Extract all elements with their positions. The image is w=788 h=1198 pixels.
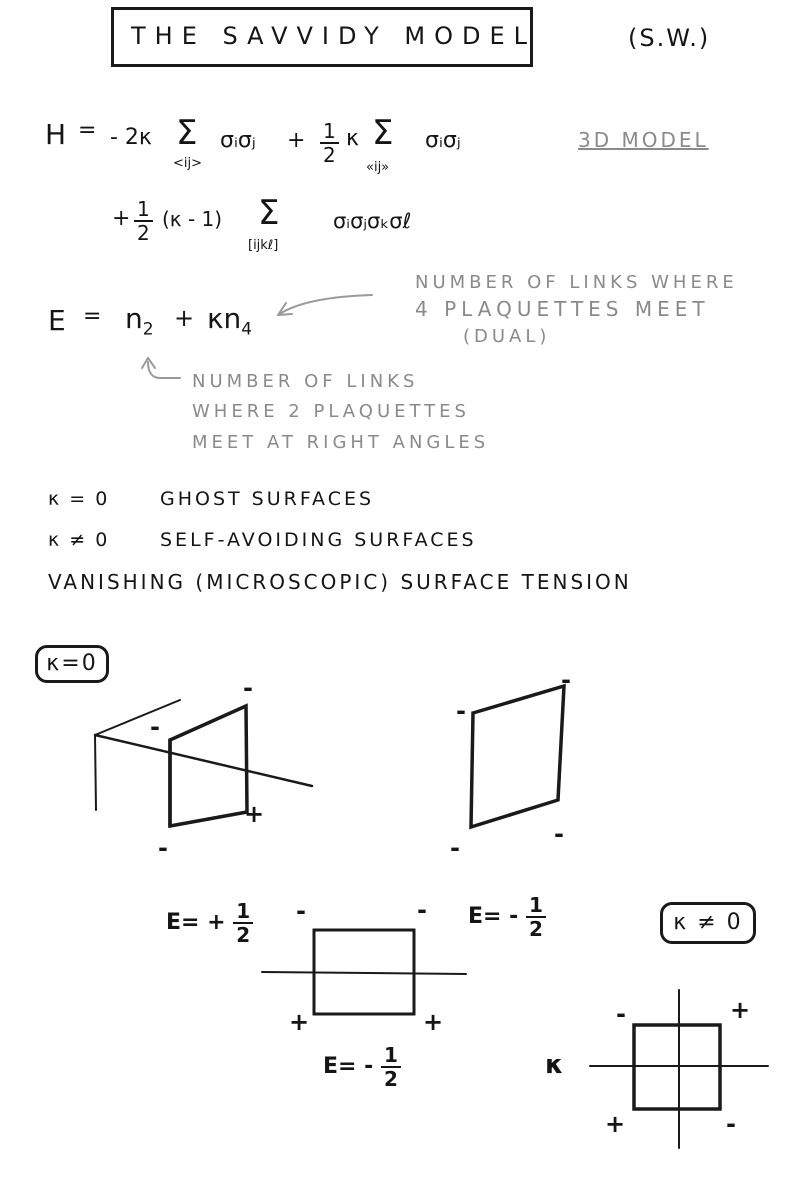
half-fraction: $\frac{1}{2}$	[320, 120, 339, 166]
n2-note-line3: MEET AT RIGHT ANGLES	[192, 432, 490, 453]
half-fraction: $\frac{1}{2}$	[134, 198, 153, 244]
sum-symbol: Σ	[258, 193, 280, 233]
sum-symbol: Σ	[372, 113, 394, 153]
n2-term: $n_2$	[125, 302, 154, 340]
sign-minus: -	[150, 713, 160, 741]
author-initials: (S.W.)	[628, 24, 711, 52]
sign-minus: -	[450, 834, 460, 862]
sum-index: [ijkℓ]	[248, 238, 279, 253]
spin-product: σᵢσⱼσₖσℓ	[333, 209, 412, 233]
energy-minus-half: E= - $\frac{1}{2}$	[468, 894, 546, 940]
energy-symbol: E	[48, 304, 66, 337]
sum-symbol: Σ	[176, 113, 198, 153]
plus-sign: +	[287, 128, 306, 153]
sign-plus: +	[289, 1008, 310, 1036]
fig1-plaquette	[170, 706, 247, 826]
sign-minus: -	[561, 666, 571, 694]
case-key-kappa-zero: κ = 0	[48, 488, 110, 510]
kappa-symbol: κ	[346, 126, 359, 151]
sign-plus: +	[423, 1008, 444, 1036]
n4-term: $\kappa n_4$	[207, 302, 253, 340]
arrow-to-n4	[278, 295, 372, 315]
sign-plus: +	[244, 800, 265, 828]
spin-product: σᵢσⱼ	[425, 128, 461, 153]
n4-note-line1: NUMBER OF LINKS WHERE	[415, 272, 738, 293]
kappa-coupling-label: κ	[545, 1050, 564, 1080]
fig1-edge	[95, 735, 96, 810]
sum-index: «ij»	[366, 160, 390, 175]
equals-sign: =	[78, 118, 97, 143]
hamiltonian-symbol: H	[45, 118, 67, 151]
sign-minus: -	[296, 897, 306, 925]
n2-note-line1: NUMBER OF LINKS	[192, 371, 419, 392]
energy-minus-half-2: E= - $\frac{1}{2}$	[323, 1044, 401, 1090]
fig1-edge	[95, 735, 312, 786]
n4-note-line2: 4 PLAQUETTES MEET	[415, 297, 710, 321]
plus-sign: +	[112, 206, 131, 231]
sign-plus: +	[730, 996, 751, 1024]
sign-minus: -	[726, 1110, 736, 1138]
case-ghost-surfaces: GHOST SURFACES	[160, 488, 375, 510]
sign-minus: -	[417, 896, 427, 924]
kappa-minus-one: (κ - 1)	[162, 207, 223, 231]
kappa-nonzero-label: κ ≠ 0	[660, 902, 756, 944]
model-label: 3D MODEL	[578, 128, 709, 152]
n4-note-line3: (DUAL)	[463, 326, 551, 347]
case-self-avoiding: SELF-AVOIDING SURFACES	[160, 529, 477, 551]
fig1-edge	[95, 700, 180, 735]
plus-sign: +	[174, 304, 195, 332]
sign-minus: -	[243, 674, 253, 702]
page-title: THE SAVVIDY MODEL	[131, 22, 537, 50]
sign-minus: -	[616, 1000, 626, 1028]
energy-plus-half: E= + $\frac{1}{2}$	[166, 900, 253, 946]
sum-index: <ij>	[173, 156, 203, 171]
kappa-zero-label: κ=0	[35, 645, 109, 683]
spin-product: σᵢσⱼ	[220, 128, 256, 153]
sign-minus: -	[554, 820, 564, 848]
n2-note-line2: WHERE 2 PLAQUETTES	[192, 401, 470, 422]
fig3-line	[262, 972, 466, 974]
case-key-kappa-nonzero: κ ≠ 0	[48, 529, 110, 551]
vanishing-tension: VANISHING (MICROSCOPIC) SURFACE TENSION	[48, 570, 632, 594]
equals-sign: =	[83, 304, 102, 329]
term-coefficient: - 2κ	[110, 125, 152, 150]
sign-plus: +	[605, 1110, 626, 1138]
sign-minus: -	[158, 834, 168, 862]
fig2-plaquette	[471, 686, 564, 827]
sign-minus: -	[456, 697, 466, 725]
